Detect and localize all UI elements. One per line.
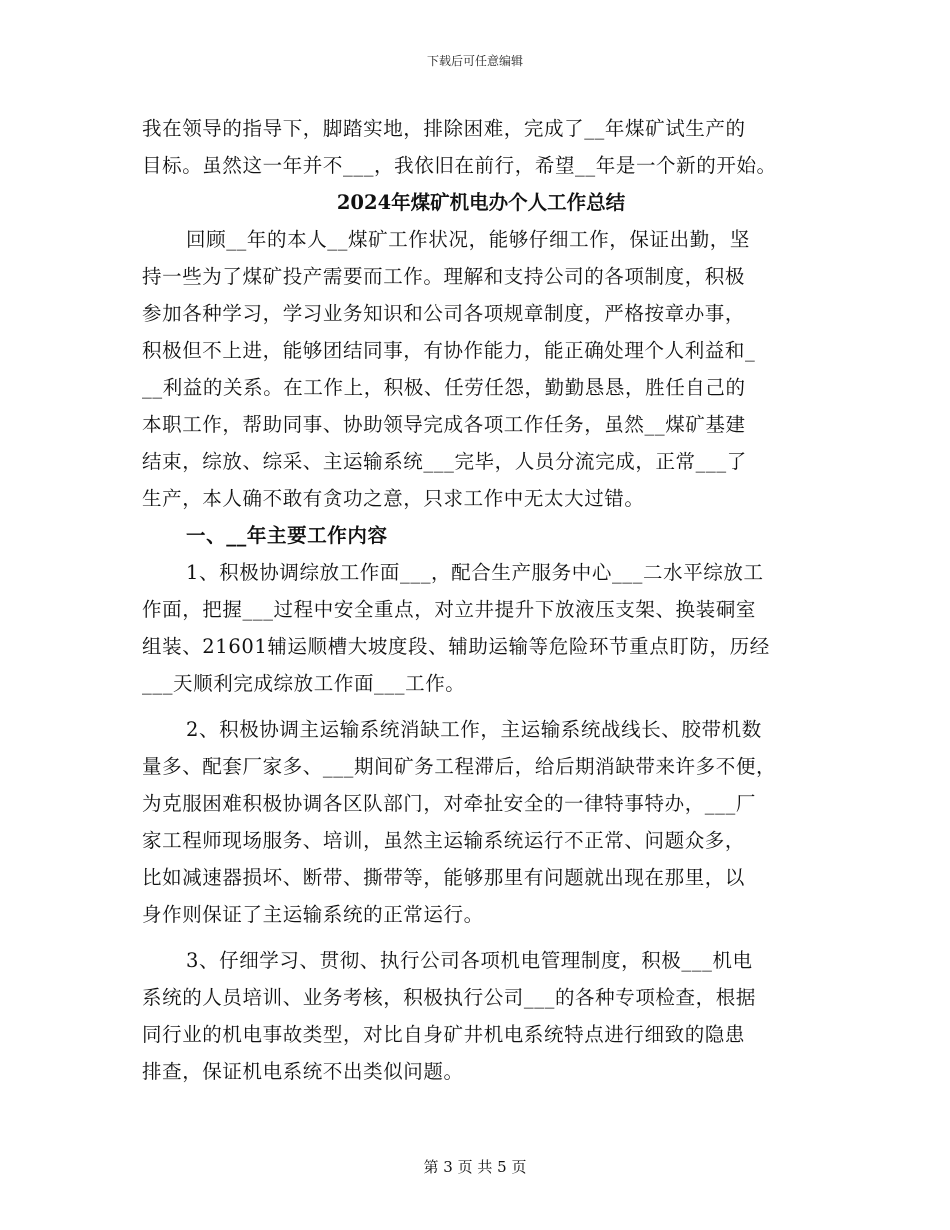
text-line: 为克服困难积极协调各区队部门，对牵扯安全的一律特事特办，___厂 — [142, 792, 756, 815]
summary-paragraph — [142, 221, 812, 517]
text-line: 2、积极协调主运输系统消缺工作，主运输系统战线长、胶带机数 — [186, 718, 762, 741]
text-line: 1、积极协调综放工作面___，配合生产服务中心___二水平综放工 — [186, 561, 764, 584]
document-body — [142, 110, 812, 1090]
text-line: 3、仔细学习、贯彻、执行公司各项机电管理制度，积极___机电 — [186, 949, 753, 972]
document-title: 2024年煤矿机电办个人工作总结 — [336, 191, 626, 214]
work-item-3 — [142, 942, 812, 1090]
intro-paragraph — [142, 110, 812, 184]
page-header: 下载后可任意编辑 — [426, 54, 523, 68]
text-line: 我在领导的指导下，脚踏实地，排除困难，完成了__年煤矿试生产的 — [142, 117, 746, 140]
page-number: 第 3 页 共 5 页 — [423, 1158, 527, 1176]
text-line: 身作则保证了主运输系统的正常运行。 — [142, 903, 484, 926]
text-line: 结束，综放、综采、主运输系统___完毕，人员分流完成，正常___了 — [142, 450, 747, 473]
text-line: 组装、21601辅运顺槽大坡度段、辅助运输等危险环节重点盯防，历经 — [142, 635, 770, 658]
text-line: 同行业的机电事故类型，对比自身矿井机电系统特点进行细致的隐患 — [142, 1023, 746, 1046]
text-line: 系统的人员培训、业务考核，积极执行公司___的各种专项检查，根据 — [142, 986, 756, 1009]
text-line: 家工程师现场服务、培训，虽然主运输系统运行不正常、问题众多， — [142, 829, 746, 852]
text-line: 积极但不上进，能够团结同事，有协作能力，能正确处理个人利益和_ — [142, 339, 756, 362]
text-line: 量多、配套厂家多、___期间矿务工程滞后，给后期消缺带来许多不便， — [142, 755, 777, 778]
text-line: __利益的关系。在工作上，积极、任劳任怨，勤勤恳恳，胜任自己的 — [142, 376, 746, 399]
text-line: 作面，把握___过程中安全重点，对立井提升下放液压支架、换装硐室 — [142, 598, 756, 621]
work-item-2 — [142, 711, 812, 933]
text-line: 生产，本人确不敢有贪功之意，只求工作中无太大过错。 — [142, 487, 645, 510]
section-heading: 一、__年主要工作内容 — [186, 524, 388, 547]
text-line: 排查，保证机电系统不出类似问题。 — [142, 1060, 464, 1083]
text-line: 参加各种学习，学习业务知识和公司各项规章制度，严格按章办事， — [142, 302, 746, 325]
text-line: 目标。虽然这一年并不___，我依旧在前行，希望__年是一个新的开始。 — [142, 154, 777, 177]
text-line: 回顾__年的本人__煤矿工作状况，能够仔细工作，保证出勤，坚 — [186, 228, 751, 251]
text-line: 持一些为了煤矿投产需要而工作。理解和支持公司的各项制度，积极 — [142, 265, 746, 288]
work-item-1 — [142, 554, 812, 702]
text-line: 本职工作，帮助同事、协助领导完成各项工作任务，虽然__煤矿基建 — [142, 413, 746, 436]
text-line: 比如减速器损坏、断带、撕带等，能够那里有问题就出现在那里，以 — [142, 866, 746, 889]
text-line: ___天顺利完成综放工作面___工作。 — [142, 672, 466, 695]
